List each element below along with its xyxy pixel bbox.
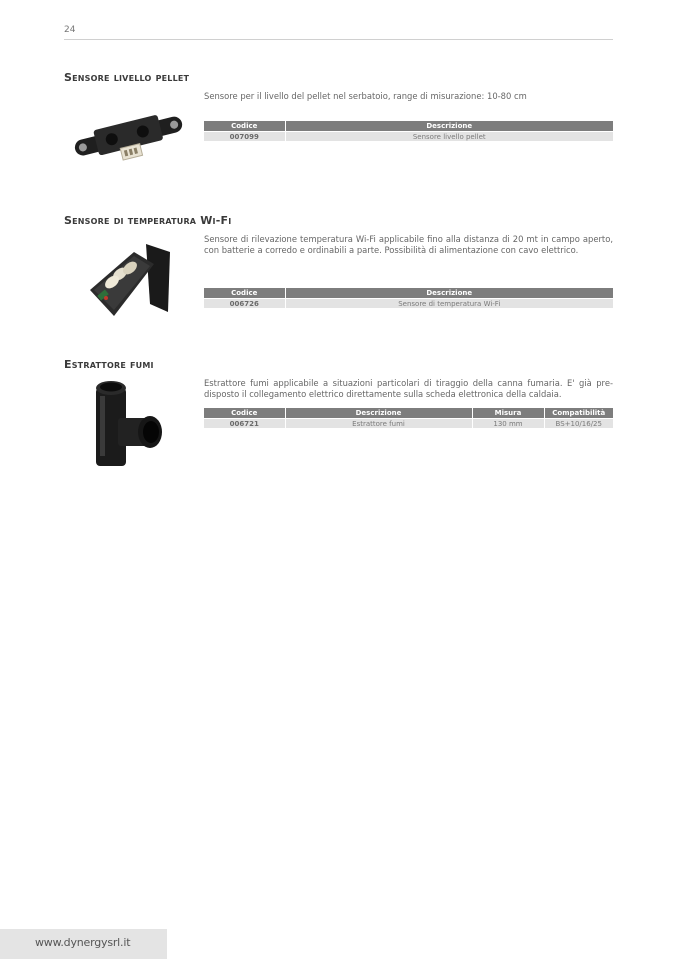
smoke-extractor-image <box>90 378 166 468</box>
column-header-compatibility: Compatibilità <box>544 408 613 419</box>
table-row <box>204 299 613 309</box>
product-size: 130 mm <box>472 419 544 429</box>
spec-table-smoke-extractor <box>204 408 613 428</box>
pellet-level-sensor-image <box>70 106 188 170</box>
section-description-pellet-sensor: Sensore per il livello del pellet nel serbatoio, range di misurazione: 10-80 cm <box>204 91 527 101</box>
column-header-code: Codice <box>204 288 285 299</box>
section-title-pellet-sensor: Sensore livello pellet <box>64 71 190 84</box>
product-code: 006721 <box>204 419 285 429</box>
header-divider <box>64 39 613 40</box>
product-code: 007099 <box>204 132 285 142</box>
section-description-smoke-extractor: Estrattore fumi applicabile a situazioni particolari di tiraggio della canna fumaria. E' già pre-disposto il collegamento elettrico direttamente sulla scheda elettronica della caldaia. <box>204 378 613 399</box>
spec-table-pellet-sensor <box>204 121 613 141</box>
column-header-description: Descrizione <box>285 408 472 419</box>
section-description-wifi-sensor: Sensore di rilevazione temperatura Wi-Fi applicabile fino alla distanza di 20 mt in campo aperto, con batterie a corredo e ordinabili a parte. Possibilità di alimentazione con cavo elettrico. <box>204 234 613 255</box>
product-code: 006726 <box>204 299 285 309</box>
section-title-smoke-extractor: Estrattore fumi <box>64 358 154 371</box>
table-row <box>204 419 613 429</box>
product-description: Sensore livello pellet <box>285 132 613 142</box>
product-compatibility: BS+10/16/25 <box>544 419 613 429</box>
section-title-wifi-sensor: Sensore di temperatura Wi-Fi <box>64 214 232 227</box>
column-header-description: Descrizione <box>285 288 613 299</box>
column-header-description: Descrizione <box>285 121 613 132</box>
product-description: Estrattore fumi <box>285 419 472 429</box>
spec-table-wifi-sensor <box>204 288 613 308</box>
column-header-code: Codice <box>204 121 285 132</box>
column-header-code: Codice <box>204 408 285 419</box>
wifi-temperature-sensor-image <box>84 238 176 320</box>
product-description: Sensore di temperatura Wi-Fi <box>285 299 613 309</box>
table-row <box>204 132 613 142</box>
page-number: 24 <box>64 25 76 35</box>
column-header-size: Misura <box>472 408 544 419</box>
footer-website-link[interactable]: www.dynergysrl.it <box>35 936 131 949</box>
